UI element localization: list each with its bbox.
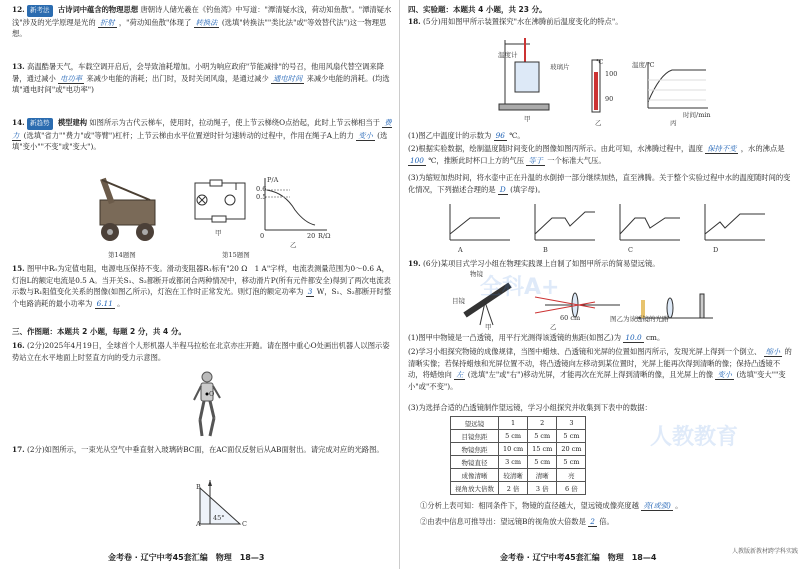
question-number: 12.: [12, 5, 25, 14]
edge-note: 人教版新教材跨学科实践: [731, 548, 798, 555]
option-label: A: [458, 246, 463, 254]
telescope-data-table: [450, 416, 586, 495]
q19-part1: (1)图甲中物镜是一凸透镜，用平行光测得该透镜的焦距(如图乙)为 10.0 cm。: [408, 333, 665, 342]
question-13: 13. 高温酷暑天气，车载空调开启后，会导致油耗增加。小明为响应政府"节能减排"的号召，他用风扇代替空调来降暑，通过减小 电功率 来减少电能的消耗；出门时，及时关闭风扇，是通过减少 通电时间 来减少电能的消耗。(均选填"通电时间"或"电功率"): [12, 62, 390, 94]
question-18: 18. (5分)用如图甲所示装置探究"水在沸腾前后温度变化的特点"。: [408, 17, 623, 26]
table-row: 物镜直径 3 cm 5 cm 5 cm: [451, 456, 586, 469]
answer-blank: 转换法: [195, 17, 218, 27]
option-graphs: [440, 200, 770, 245]
answer-blank: 电功率: [60, 73, 82, 83]
watermark: 全科A+: [480, 275, 560, 300]
question-14: 14. 新趋势 模型建构 如图所示为古代云梯车，使用时，拉动绳子，使上节云梯绕O点抬起，此时上节云梯相当于 费力 (选填"省力""费力"或"等臂")杠杆；上节云梯由水平位置逆时针匀速转动的过程中，作用在绳子A上的力 变小 (选填"变小""不变"或"变大")。: [12, 118, 392, 151]
watermark: 人教教育: [650, 425, 739, 450]
q19-conclusion-2: ②由表中信息可推导出：望远镜B的视角放大倍数是 2 倍。: [420, 517, 614, 526]
table-header-row: 望远镜 1 2 3: [451, 417, 586, 430]
question-12: 12. 新考法 古诗词中蕴含的物理思想 唐朝诗人储光羲在《钓鱼湾》中写道："潭清疑水浅，荷动知鱼散"。"潭清疑水浅"涉及的光学原理是光的 折射 ，"荷动知鱼散"体现了 转换法 (选填"转换法""类比法"或"等效替代法")这一物理思想。: [12, 5, 392, 38]
thermometer-reading-figure: [588, 58, 604, 114]
option-graph-d: [705, 204, 765, 240]
figure-caption: 第15题图: [222, 251, 250, 259]
q19-part3: (3)为选择合适的凸透镜制作望远镜，学习小组探究并收集到下表中的数据：: [408, 403, 652, 412]
question-19: 19. (6分)某项目式学习小组在物理实践课上自制了如图甲所示的简易望远镜。: [408, 259, 660, 268]
ladder-cart-figure: [90, 170, 170, 248]
answer-blank: 折射: [99, 17, 115, 27]
left-page: 12. 新考法 古诗词中蕴含的物理思想 唐朝诗人储光羲在《钓鱼湾》中写道："潭清疑水浅，荷动知鱼散"。"潭清疑水浅"涉及的光学原理是光的 折射 ，"荷动知鱼散"体现了 转换法 (选填"转换法""类比法"或"等效替代法")这一物理思想。 13. 高温酷暑天气，车载空调开启后，会导致油耗增加。小明为响应政府"节能减排"的号召，他用风扇代替空调来降暑，通过减小 电功率 来减少电能的消耗；出门时，及时关闭风扇，是通过减少 通电时间 来减少电能的消耗。(均选填"通电时间"或"电功率") 14. 新趋势 模型建构 如图所示为古代云梯车，使用时，拉动绳子，使上节云梯绕O点抬起，此时上节云梯相当于 费力 (选填"省力""费力"或"等臂")杠杆；上节云梯由水平位置逆时针匀速转动的过程中，作用在绳子A上的力 变小 (选填"变小""不变"或"变大")。 第14题图 甲 P/A 0.6 0.5 0 20 R/Ω 乙 第15题图 15. 图甲中R₀为定值电阻，电源电压保持不变。滑动变阻器R₁标有"20 Ω 1 A"字样，电流表测量范围为0～0.6 A，灯泡L的额定电流是0.5 A。当开关S₁、S₂都断开或都闭合两种情况中，移动滑片P(所有元件都安全)得到了两次电流表示数与R₁阻值变化关系的图像(如图乙所示)，灯泡在工作时正常发光。则灯泡的额定功率为 3 W，S₁、S₂都断开时整个电路消耗的最小功率为 6.11 。 三、作图题：本题共 2 小题，每题 2 分，共 4 分。 16. (2分)2025年4月19日，全球首个人形机器人半程马拉松在北京亦庄开跑。请在图中重心O处画出机器人以图示姿势站立在水平地面上时竖直方向的受力示意图。 O 17. (2分)如图所示，一束光从空气中垂直射入玻璃砖BC面，在AC面仅反射后从AB面射出。请完成对应的光路图。 B A C 45° 金考卷 · 辽宁中考45套汇编 物理 18—3: [12, 5, 392, 562]
question-17: 17. (2分)如图所示，一束光从空气中垂直射入玻璃砖BC面，在AC面仅反射后从AB面射出。请完成对应的光路图。: [12, 445, 384, 454]
new-trend-tag: 新趋势: [27, 118, 53, 130]
page-footer: 金考卷 · 辽宁中考45套汇编 物理 18—3: [108, 553, 265, 562]
answer-blank: 费力: [12, 118, 392, 140]
section-heading: 三、作图题：本题共 2 小题，每题 2 分，共 4 分。: [12, 327, 186, 336]
q19-conclusion-1: ①分析上表可知：相同条件下，物镜的直径越大，望远镜成像亮度越 亮(或强) 。: [420, 501, 683, 510]
option-graph-c: [620, 204, 680, 240]
option-label: D: [713, 246, 719, 254]
option-graph-a: [450, 204, 510, 240]
option-label: C: [628, 246, 633, 254]
figure-caption: 第14题图: [108, 251, 136, 259]
table-row: 目镜焦距 5 cm 5 cm 5 cm: [451, 430, 586, 443]
boiling-apparatus-figure: [495, 30, 555, 112]
q18-part2: (2)根据实验数据，绘制温度随时间变化的图像如图丙所示。由此可知，水沸腾过程中，温度 保持不变 ，水的沸点是 100 ℃，推断此时杯口上方的气压 等于 一个标准大气压。: [408, 144, 785, 165]
q19-part2: (2)学习小组探究物镜的成像规律，当图中蜡烛、凸透镜和光屏的位置如图丙所示，发现光屏上得到一个倒立、 缩小 的清晰实像；若保持蜡烛和光屏位置不动，将凸透镜向左移动到某位置时，光屏上能再次得到清晰的像；保持凸透镜不动，将蜡烛向 左 (选填"左"或"右")移动光屏，才能再次在光屏上得到清晰的像，且光屏上的像 变小 (选填"变大""变小"或"不变")。: [408, 347, 792, 391]
question-16: 16. (2分)2025年4月19日，全球首个人形机器人半程马拉松在北京亦庄开跑。请在图中重心O处画出机器人以图示姿势站立在水平地面上时竖直方向的受力示意图。: [12, 341, 390, 362]
q18-part3: (3)为缩短加热时间，将水壶中正在升温的水倒掉一部分继续加热，直至沸腾。关于整个实验过程中水的温度随时间的变化情况，下列描述合理的是 D (填字母)。: [408, 173, 791, 194]
page-footer: 金考卷 · 辽宁中考45套汇编 物理 18—4: [500, 553, 657, 562]
tag-title: 古诗词中蕴含的物理思想: [57, 5, 139, 14]
option-graph-b: [535, 204, 595, 240]
answer-blank: 6.11: [96, 298, 113, 308]
section-heading: 四、实验题：本题共 4 小题，共 23 分。: [408, 5, 547, 14]
right-page: 四、实验题：本题共 4 小题，共 23 分。 18. (5分)用如图甲所示装置探究"水在沸腾前后温度变化的特点"。 温度计 玻璃片 甲 ℃ 100 90 乙 温度/℃ 时间/min 丙 (1)图乙中温度计的示数为 96 ℃。 (2)根据实验数据，绘制温度随时间变化的图像如图丙所示。由此可知，水沸腾过程中，温度 保持不变 ，水的沸点是 100 ℃，推断此时杯口上方的气压 等于 一个标准大气压。 (3)为缩短加热时间，将水壶中正在升温的水倒掉一部分继续加热，直至沸腾。关于整个实验过程中水的温度随时间的变化情况，下列描述合理的是 D (填字母)。 A B C D 19. (6分)某项目式学习小组在物理实践课上自制了如图甲所示的简易望远镜。 物镜 目镜 甲 乙 60 cm 图乙为该透镜的光路 (1)图甲中物镜是一凸透镜，用平行光测得该透镜的焦距(如图乙)为 10.0 cm。 (2)学习小组探究物镜的成像规律，当图中蜡烛、凸透镜和光屏的位置如图丙所示，发现光屏上得到一个倒立、 缩小 的清晰实像；若保持蜡烛和光屏位置不动，将凸透镜向左移动到某位置时，光屏上能再次得到清晰的像；保持凸透镜不动，将蜡烛向 左 (选填"左"或"右")移动光屏，才能再次在光屏上得到清晰的像，且光屏上的像 变小 (选填"变大""变小"或"不变")。 (3)为选择合适的凸透镜制作望远镜，学习小组探究并收集到下表中的数据： 望远镜 1 2 3 目镜焦距 5 cm 5 cm 5 cm 物镜焦距 10 cm 15 cm 20 cm 物镜直径 3 cm 5 cm 5 cm 成像清晰 较清晰 清晰 亮 视角放大倍数 2 倍 3 倍 6 倍 ①分析上表可知：相同条件下，物镜的直径越大，望远镜成像亮度越 亮(或强) 。 ②由表中信息可推导出：望远镜B的视角放大倍数是 2 倍。 全科A+ 人教教育 人教版新教材跨学科实践 金考卷 · 辽宁中考45套汇编 物理 18—4: [408, 5, 798, 562]
table-row: 物镜焦距 10 cm 15 cm 20 cm: [451, 443, 586, 456]
question-15: 15. 图甲中R₀为定值电阻，电源电压保持不变。滑动变阻器R₁标有"20 Ω 1 A"字样，电流表测量范围为0～0.6 A，灯泡L的额定电流是0.5 A。当开关S₁、S₂都断开或都闭合两种情况中，移动滑片P(所有元件都安全)得到了两次电流表示数与R₁阻值变化关系的图像(如图乙所示)，灯泡在工作时正常发光。则灯泡的额定功率为 3 W，S₁、S₂都断开时整个电路消耗的最小功率为 6.11 。: [12, 264, 392, 308]
new-method-tag: 新考法: [27, 5, 53, 17]
circuit-diagram: [190, 178, 250, 226]
answer-blank: 变小: [358, 130, 373, 140]
answer-blank: 3: [307, 287, 313, 296]
option-label: B: [543, 246, 548, 254]
q18-part1: (1)图乙中温度计的示数为 96 ℃。: [408, 131, 525, 140]
table-row: 视角放大倍数 2 倍 3 倍 6 倍: [451, 482, 586, 495]
answer-blank: 通电时间: [273, 73, 303, 83]
robot-figure: [190, 370, 224, 440]
table-row: 成像清晰 较清晰 清晰 亮: [451, 469, 586, 482]
